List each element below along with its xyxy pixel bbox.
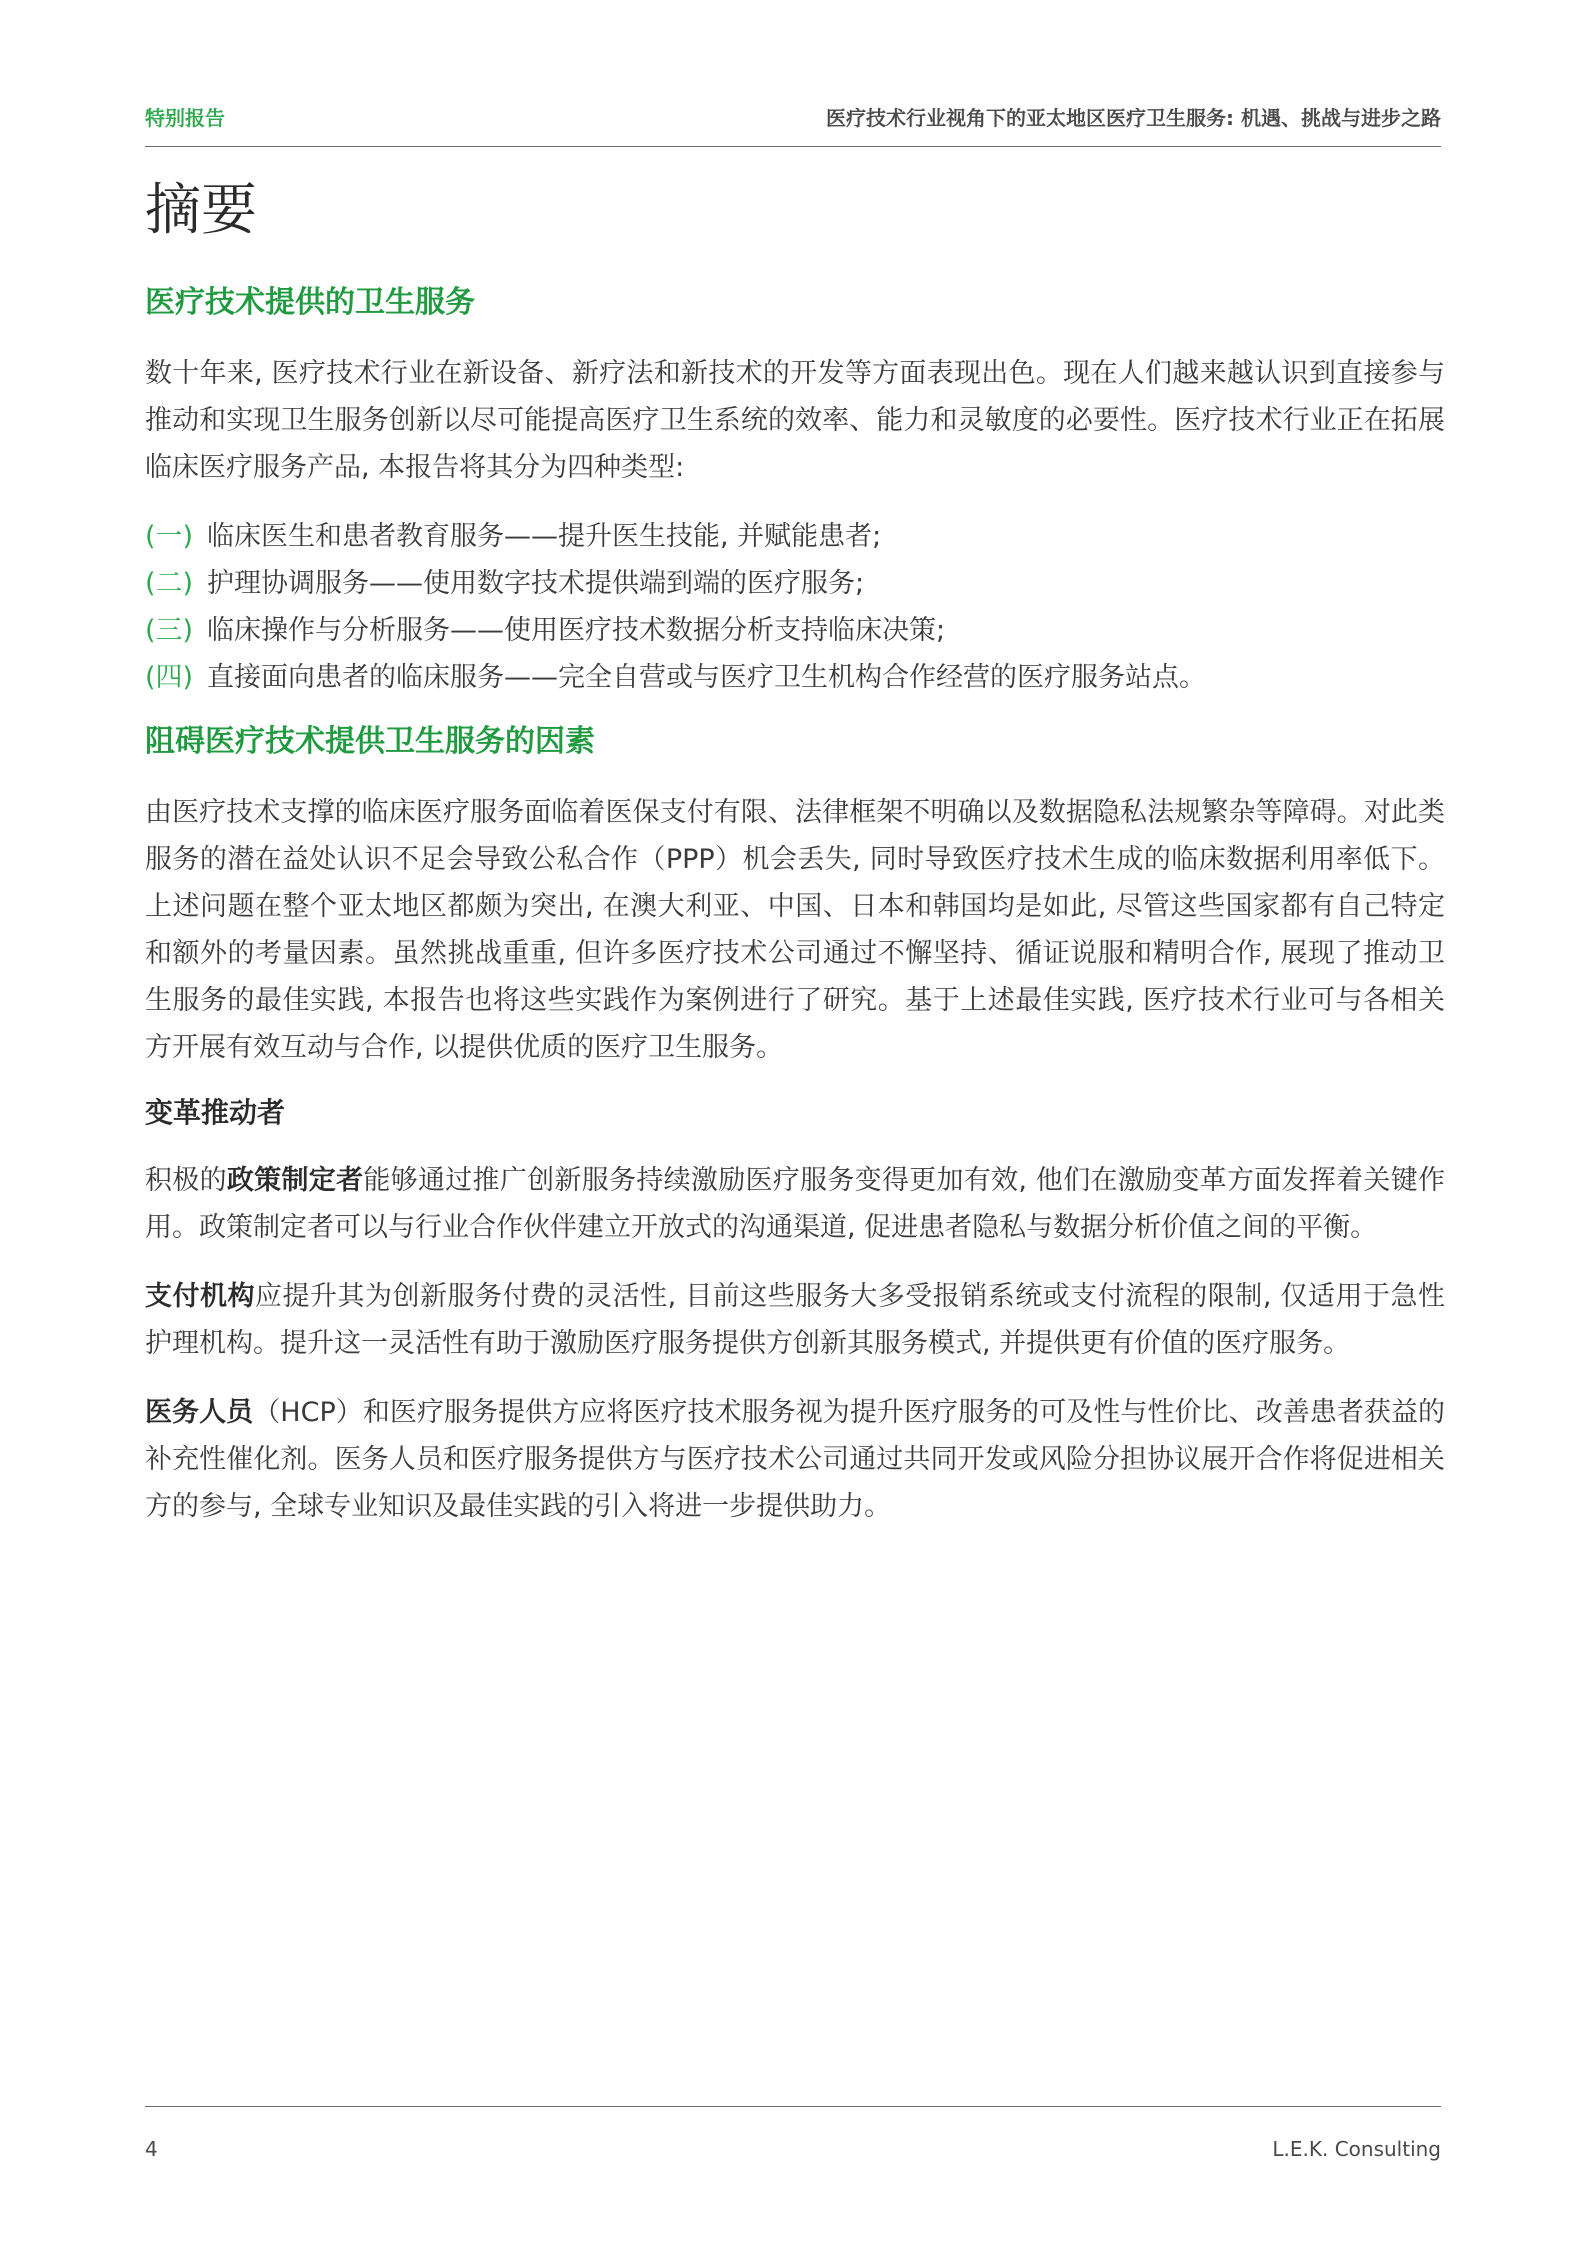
list-item-text: 护理协调服务——使用数字技术提供端到端的医疗服务; xyxy=(207,568,865,599)
list-marker: (三) xyxy=(145,615,194,646)
list-item xyxy=(145,560,1445,607)
hcp-text: （HCP）和医疗服务提供方应将医疗技术服务视为提升医疗服务的可及性与性价比、改善患者获益的补充性催化剂。医务人员和医疗服务提供方与医疗技术公司通过共同开发或风险分担协议展开合作将促进相关方的参与, 全球专业知识及最佳实践的引入将进一步提供助力。 xyxy=(145,1397,1446,1522)
section-barriers-paragraph: 由医疗技术支撑的临床医疗服务面临着医保支付有限、法律框架不明确以及数据隐私法规繁杂等障碍。对此类服务的潜在益处认识不足会导致公私合作（PPP）机会丢失, 同时导致医疗技术生成的临床数据利用率低下。上述问题在整个亚太地区都颇为突出, 在澳大利亚、中国、日本和韩国均是如此, 尽管这些国家都有自己特定和额外的考量因素。虽然挑战重重, 但许多医疗技术公司通过不懈坚持、循证说服和精明合作, 展现了推动卫生服务的最佳实践, 本报告也将这些实践作为案例进行了研究。基于上述最佳实践, 医疗技术行业可与各相关方开展有效互动与合作, 以提供优质的医疗卫生服务。 xyxy=(145,797,1445,1063)
main-content xyxy=(145,176,1445,1552)
page-footer xyxy=(145,2106,1441,2161)
list-item xyxy=(145,654,1445,701)
policy-makers-text: 能够通过推广创新服务持续激励医疗服务变得更加有效, 他们在激励变革方面发挥着关键作用。政策制定者可以与行业合作伙伴建立开放式的沟通渠道, 促进患者隐私与数据分析价值之间的平衡。 xyxy=(145,1165,1446,1243)
header-report-type: 特别报告 xyxy=(145,106,225,130)
hcp-term: 医务人员 xyxy=(145,1397,254,1428)
service-type-list xyxy=(145,513,1445,701)
company-name: L.E.K. Consulting xyxy=(1272,2137,1441,2161)
list-marker: (四) xyxy=(145,662,194,693)
payers-paragraph xyxy=(145,1273,1445,1367)
section-heading-change-drivers: 变革推动者 xyxy=(145,1096,286,1129)
header-report-title: 医疗技术行业视角下的亚太地区医疗卫生服务: 机遇、挑战与进步之路 xyxy=(826,106,1441,130)
list-item xyxy=(145,513,1445,560)
list-item xyxy=(145,607,1445,654)
policy-makers-paragraph xyxy=(145,1157,1445,1251)
payers-term: 支付机构 xyxy=(145,1281,256,1312)
page-header xyxy=(145,96,1441,147)
list-item-text: 直接面向患者的临床服务——完全自营或与医疗卫生机构合作经营的医疗服务站点。 xyxy=(207,662,1206,693)
page-title: 摘要 xyxy=(145,178,257,243)
section-services-paragraph: 数十年来, 医疗技术行业在新设备、新疗法和新技术的开发等方面表现出色。现在人们越来越认识到直接参与推动和实现卫生服务创新以尽可能提高医疗卫生系统的效率、能力和灵敏度的必要性。医疗技术行业正在拓展临床医疗服务产品, 本报告将其分为四种类型: xyxy=(145,358,1445,483)
list-item-text: 临床操作与分析服务——使用医疗技术数据分析支持临床决策; xyxy=(207,615,946,646)
list-marker: (一) xyxy=(145,521,194,552)
hcp-paragraph xyxy=(145,1389,1445,1530)
policy-makers-term: 政策制定者 xyxy=(226,1165,364,1196)
page-number: 4 xyxy=(145,2137,158,2161)
list-item-text: 临床医生和患者教育服务——提升医生技能, 并赋能患者; xyxy=(207,521,882,552)
section-heading-services: 医疗技术提供的卫生服务 xyxy=(145,285,475,320)
list-marker: (二) xyxy=(145,568,194,599)
payers-text: 应提升其为创新服务付费的灵活性, 目前这些服务大多受报销系统或支付流程的限制, 仅适用于急性护理机构。提升这一灵活性有助于激励医疗服务提供方创新其服务模式, 并提供更有价值的医疗服务。 xyxy=(145,1281,1446,1359)
section-heading-barriers: 阻碍医疗技术提供卫生服务的因素 xyxy=(145,724,595,759)
policy-makers-pre: 积极的 xyxy=(145,1165,227,1196)
